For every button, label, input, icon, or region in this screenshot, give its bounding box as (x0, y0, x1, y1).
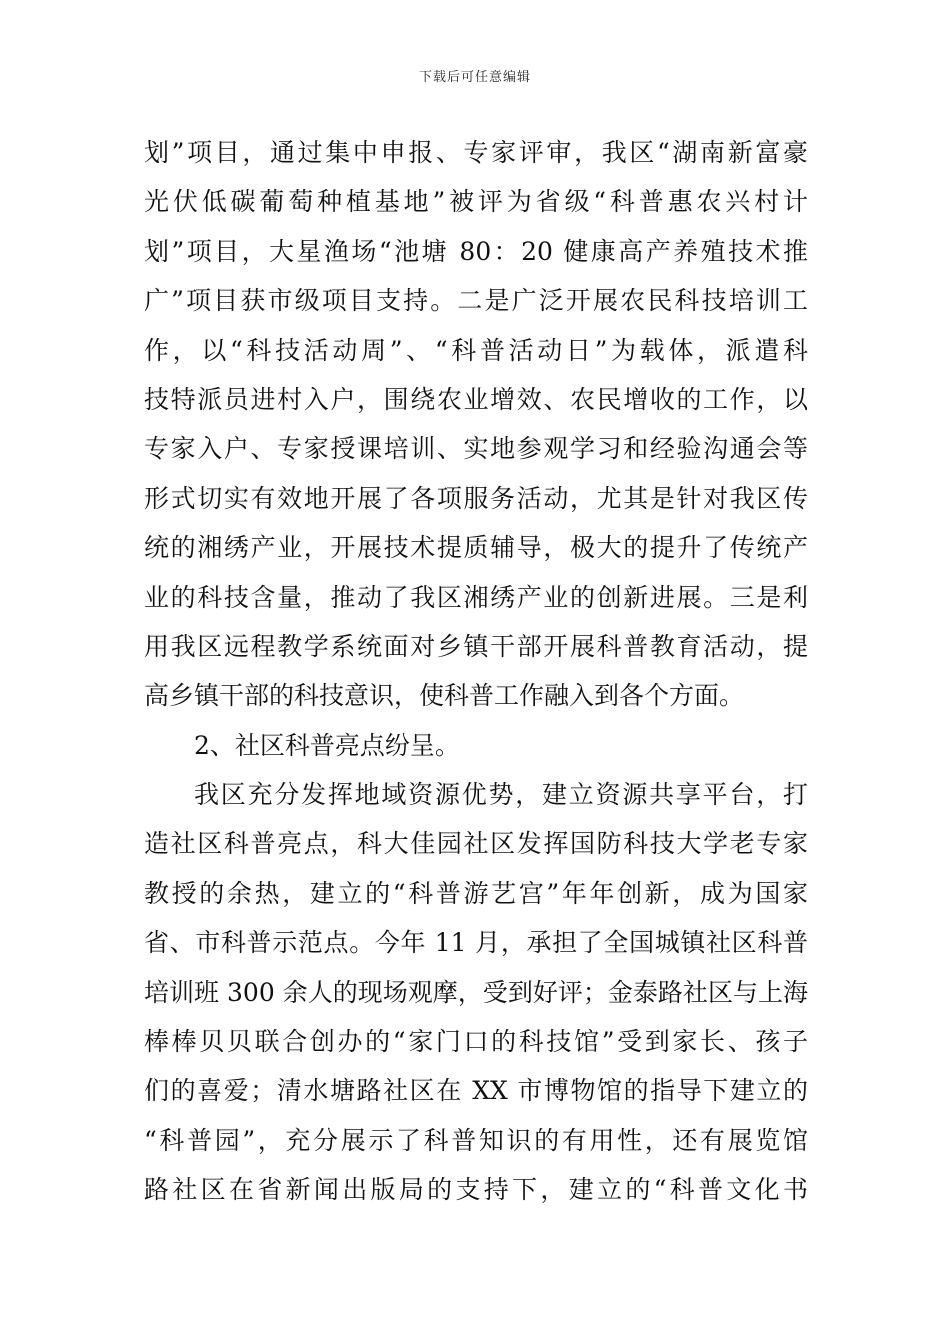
text-line: 用我区远程教学系统面对乡镇干部开展科普教育活动，提 (144, 631, 808, 661)
text-line: 我区充分发挥地域资源优势，建立资源共享平台，打 (194, 780, 808, 810)
text-line: 光伏低碳葡萄种植基地”被评为省级“科普惠农兴村计 (144, 187, 808, 217)
text-line: 培训班 300 余人的现场观摩，受到好评；金泰路社区与上海 (144, 977, 808, 1007)
text-line: 省、市科普示范点。今年 11 月，承担了全国城镇社区科普 (144, 928, 808, 958)
text-line: 路社区在省新闻出版局的支持下，建立的“科普文化书 (144, 1175, 808, 1205)
body-text (144, 128, 808, 1215)
text-line: 划”项目，大星渔场“池塘 80：20 健康高产养殖技术推 (144, 236, 808, 266)
section-heading: 2、社区科普亮点纷呈。 (194, 730, 460, 760)
text-line: 专家入户、专家授课培训、实地参观学习和经验沟通会等 (144, 434, 808, 464)
text-line: 技特派员进村入户，围绕农业增效、农民增收的工作，以 (144, 384, 808, 414)
text-line: 作，以“科技活动周”、“科普活动日”为载体，派遣科 (144, 335, 808, 365)
text-line: 高乡镇干部的科技意识，使科普工作融入到各个方面。 (144, 681, 745, 711)
text-line: “科普园”，充分展示了科普知识的有用性，还有展览馆 (144, 1125, 808, 1155)
text-line: 教授的余热，建立的“科普游艺宫”年年创新，成为国家 (144, 878, 808, 908)
text-line: 统的湘绣产业，开展技术提质辅导，极大的提升了传统产 (144, 533, 808, 563)
text-line: 形式切实有效地开展了各项服务活动，尤其是针对我区传 (144, 483, 808, 513)
page-header-note: 下载后可任意编辑 (418, 70, 531, 85)
text-line: 们的喜爱；清水塘路社区在 XX 市博物馆的指导下建立的 (144, 1076, 808, 1106)
text-line: 划”项目，通过集中申报、专家评审，我区“湖南新富豪 (144, 138, 808, 167)
text-line: 造社区科普亮点，科大佳园社区发挥国防科技大学老专家 (144, 829, 808, 859)
text-line: 业的科技含量，推动了我区湘绣产业的创新进展。三是利 (144, 582, 808, 612)
text-line: 广”项目获市级项目支持。二是广泛开展农民科技培训工 (144, 286, 808, 316)
text-line: 棒棒贝贝联合创办的“家门口的科技馆”受到家长、孩子 (144, 1027, 808, 1057)
